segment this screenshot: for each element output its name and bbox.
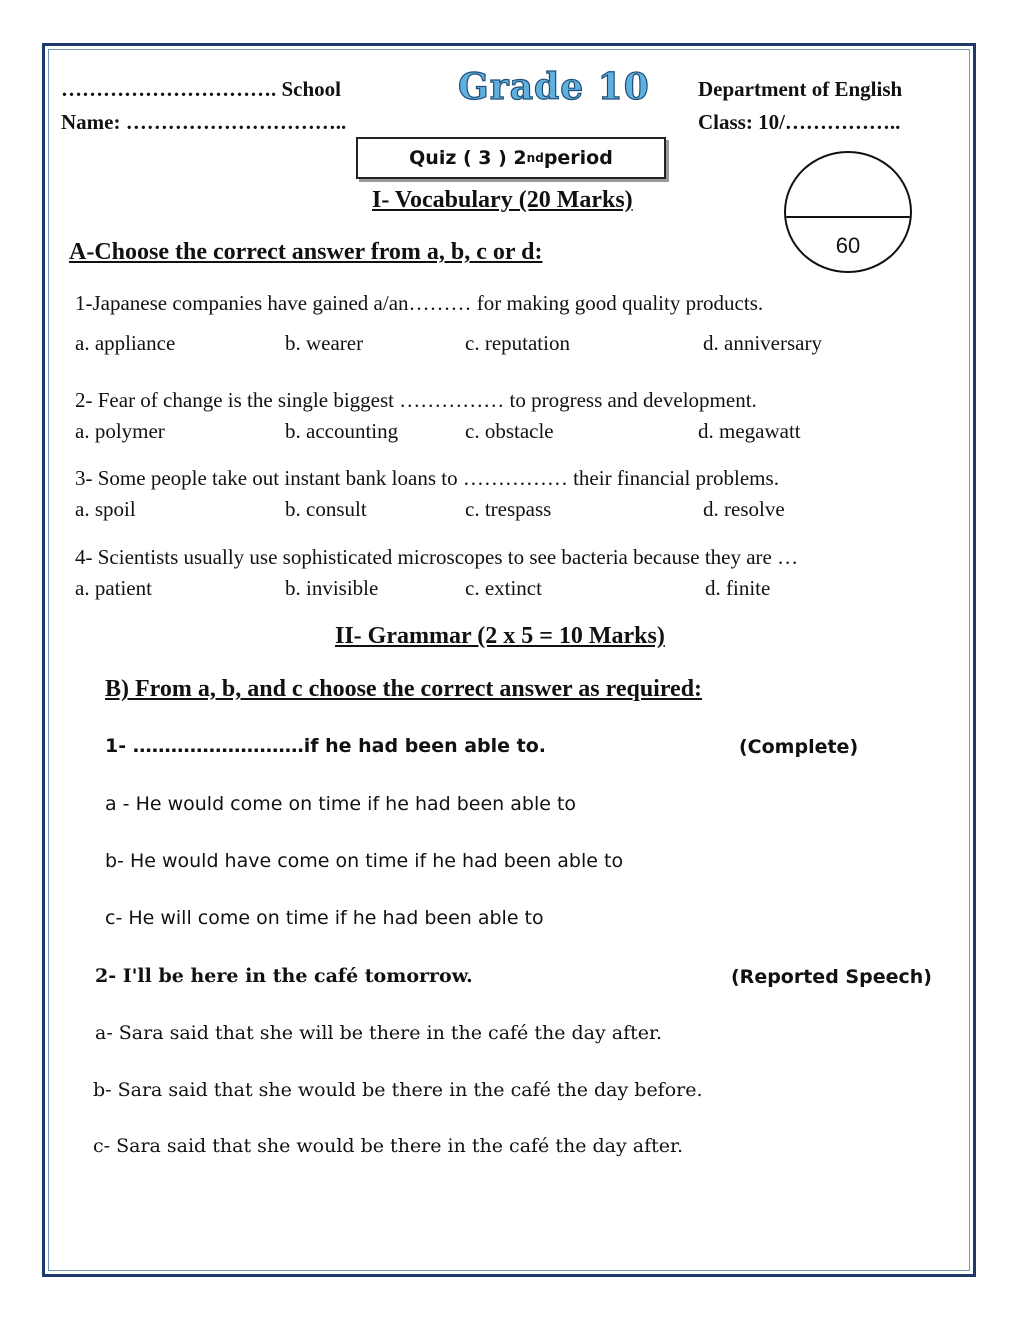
vocab-q4-option-d: d. finite xyxy=(705,576,771,600)
vocab-q2-option-c: c. obstacle xyxy=(465,419,554,443)
grammar-q2-option-c: c- Sara said that she would be there in the café the day after. xyxy=(93,1135,684,1157)
grade-title: Grade 10 xyxy=(458,66,650,108)
vocab-q1-option-a: a. appliance xyxy=(75,331,176,355)
grammar-q2-option-b: b- Sara said that she would be there in the café the day before. xyxy=(93,1079,703,1101)
vocab-q4-option-a: a. patient xyxy=(75,576,152,600)
school-field: …………………………. School xyxy=(61,77,342,101)
vocab-q3-option-a: a. spoil xyxy=(75,497,136,521)
vocabulary-instruction: A-Choose the correct answer from a, b, c or d: xyxy=(69,239,543,265)
name-field: Name: ………………………….. xyxy=(61,110,347,134)
grammar-section-title: II- Grammar (2 x 5 = 10 Marks) xyxy=(335,623,665,649)
vocab-q1-option-c: c. reputation xyxy=(465,331,570,355)
vocab-question-3: 3- Some people take out instant bank loans to …………… their financial problems. xyxy=(75,466,779,490)
vocab-q1-option-b: b. wearer xyxy=(285,331,364,355)
vocab-q3-option-b: b. consult xyxy=(285,497,367,521)
grammar-q2-option-a: a- Sara said that she will be there in the café the day after. xyxy=(95,1022,663,1044)
vocabulary-section-title: I- Vocabulary (20 Marks) xyxy=(372,187,633,213)
score-total: 60 xyxy=(835,233,861,258)
grammar-instruction: B) From a, b, and c choose the correct answer as required: xyxy=(105,676,703,702)
vocab-q2-option-d: d. megawatt xyxy=(698,419,801,443)
vocab-question-2: 2- Fear of change is the single biggest …………… to progress and development. xyxy=(75,388,757,412)
vocab-q4-option-c: c. extinct xyxy=(465,576,542,600)
grammar-q1-type: (Complete) xyxy=(739,736,859,758)
grammar-q1-option-a: a - He would come on time if he had been able to xyxy=(105,793,577,815)
vocab-q1-option-d: d. anniversary xyxy=(703,331,822,355)
vocab-q3-option-c: c. trespass xyxy=(465,497,552,521)
grammar-q2-type: (Reported Speech) xyxy=(731,966,932,988)
grammar-q1-option-c: c- He will come on time if he had been able to xyxy=(105,907,544,929)
vocab-q4-option-b: b. invisible xyxy=(285,576,379,600)
score-divider xyxy=(786,216,910,218)
quiz-label-box xyxy=(356,137,666,179)
quiz-suffix: period xyxy=(543,147,613,169)
vocab-question-1: 1-Japanese companies have gained a/an……… for making good quality products. xyxy=(75,291,764,315)
department-label: Department of English xyxy=(698,77,903,101)
grammar-question-1: 1- ………………………if he had been able to. xyxy=(105,735,547,757)
vocab-question-4: 4- Scientists usually use sophisticated microscopes to see bacteria because they are … xyxy=(75,545,799,569)
vocab-q2-option-b: b. accounting xyxy=(285,419,399,443)
grammar-question-2: 2- I'll be here in the café tomorrow. xyxy=(95,965,473,987)
quiz-sup: nd xyxy=(526,151,544,165)
vocab-q2-option-a: a. polymer xyxy=(75,419,165,443)
score-circle xyxy=(784,151,912,273)
grammar-q1-option-b: b- He would have come on time if he had been able to xyxy=(105,850,624,872)
class-field: Class: 10/…………….. xyxy=(698,110,901,134)
vocab-q3-option-d: d. resolve xyxy=(703,497,785,521)
quiz-prefix: Quiz ( 3 ) 2 xyxy=(409,147,527,169)
